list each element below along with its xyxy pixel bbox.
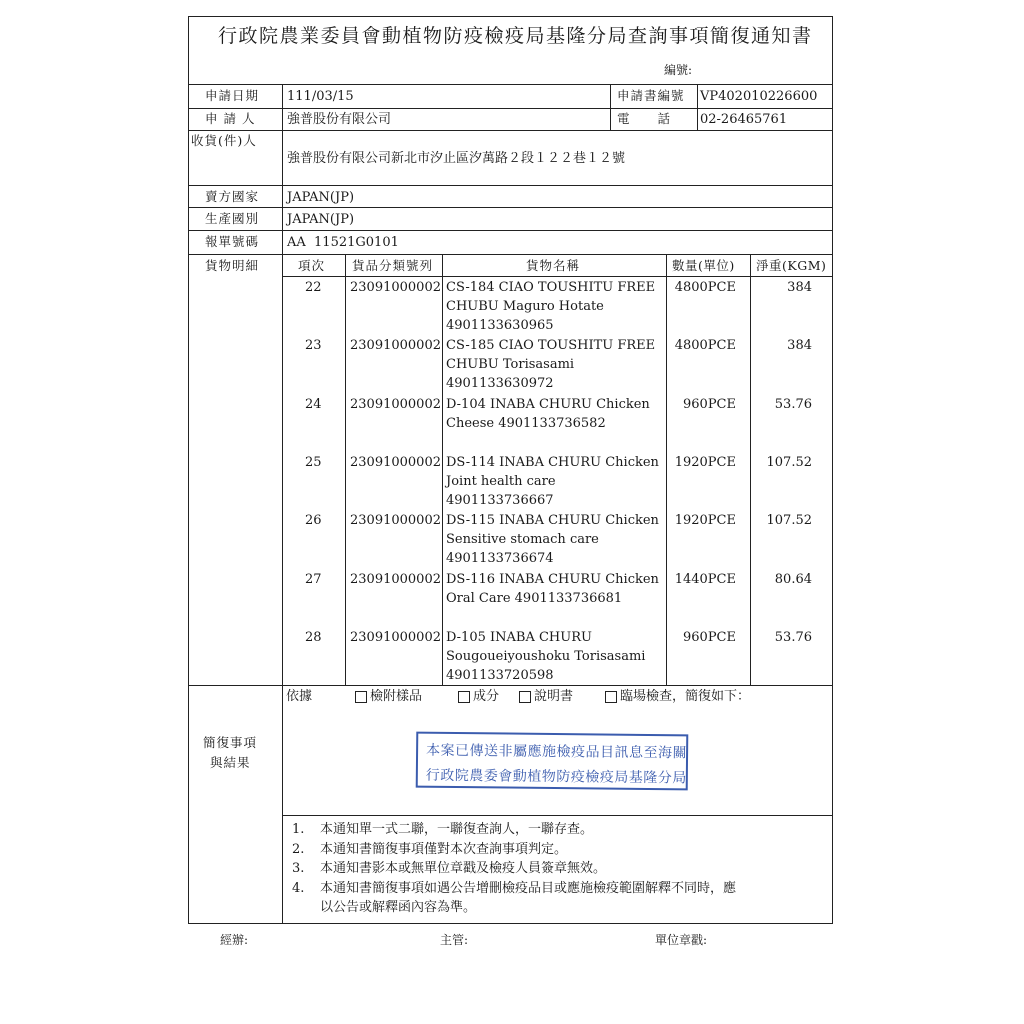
goods-description-line: Cheese 4901133736582 [446,416,606,431]
divider [666,254,667,685]
supervisor-label: 主管: [440,933,469,947]
consignee-value: 強普股份有限公司新北市汐止區汐萬路２段１２２巷１２號 [287,151,626,166]
goods-description [446,628,645,685]
header-weight: 淨重(KGM) [756,258,827,273]
goods-weight: 53.76 [774,397,812,412]
divider [610,84,611,130]
goods-description-line: CS-184 CIAO TOUSHITU FREE [446,280,656,295]
reply-section-label-2: 與結果 [210,755,251,770]
note-text: 本通知書簡復事項僅對本次查詢事項判定。 [320,842,568,857]
official-stamp [416,732,689,791]
goods-description-line: Joint health care [446,474,556,489]
note-number: 3. [292,861,305,876]
applicant-value: 強普股份有限公司 [287,112,392,127]
goods-quantity: 4800PCE [674,338,736,353]
goods-description-line: D-104 INABA CHURU Chicken [446,397,650,412]
goods-quantity: 960PCE [683,630,736,645]
apply-date-label: 申請日期 [205,88,260,103]
apply-date-value: 111/03/15 [287,89,354,104]
phone-label: 電 話 [617,111,672,126]
applicant-label: 申 請 人 [205,111,256,126]
origin-value: JAPAN(JP) [287,212,355,227]
goods-description-line: 4901133720598 [446,668,554,683]
manual-checkbox[interactable] [519,691,531,703]
goods-description-line: 4901133630965 [446,318,554,333]
goods-description-line: DS-115 INABA CHURU Chicken [446,513,659,528]
seller-country-value: JAPAN(JP) [287,190,355,205]
goods-description [446,511,659,568]
document-title: 行政院農業委員會動植物防疫檢疫局基隆分局查詢事項簡復通知書 [218,25,813,47]
manual-option: 說明書 [534,689,574,704]
divider [188,108,833,109]
goods-description-line: Sensitive stomach care [446,532,599,547]
goods-description-line: CS-185 CIAO TOUSHITU FREE [446,338,656,353]
ingredient-checkbox[interactable] [458,691,470,703]
goods-code: 23091000002 [350,513,441,528]
goods-description [446,278,655,335]
basis-label: 依據 [286,689,313,704]
goods-code: 23091000002 [350,572,441,587]
header-desc: 貨物名稱 [526,258,581,273]
goods-item-number: 26 [305,513,322,528]
note-text: 以公告或解釋函內容為準。 [320,900,477,915]
consignee-label: 收貨(件)人 [191,133,257,148]
goods-item-number: 25 [305,455,322,470]
goods-label: 貨物明細 [205,258,260,273]
phone-value: 02-26465761 [700,112,788,127]
goods-weight: 80.64 [774,572,812,587]
divider [188,230,833,231]
note-number: 4. [292,881,305,896]
goods-item-number: 28 [305,630,322,645]
goods-quantity: 1920PCE [674,513,736,528]
goods-weight: 53.76 [774,630,812,645]
divider [750,254,751,685]
goods-description-line: 4901133736667 [446,493,554,508]
ingredient-option: 成分 [473,689,500,704]
goods-code: 23091000002 [350,280,441,295]
apply-no-label: 申請書編號 [617,88,685,103]
goods-description-line: 4901133630972 [446,376,554,391]
divider [188,685,833,686]
divider [282,815,833,816]
goods-item-number: 24 [305,397,322,412]
inspection-option: 臨場檢查，簡復如下： [620,689,751,704]
goods-description-line: CHUBU Maguro Hotate [446,299,604,314]
goods-description-line: D-105 INABA CHURU [446,630,592,645]
goods-description [446,395,650,433]
header-qty: 數量(單位) [672,258,735,273]
declaration-label: 報單號碼 [205,234,260,249]
divider [188,254,833,255]
unit-seal-label: 單位章戳: [655,933,708,947]
goods-item-number: 23 [305,338,322,353]
goods-weight: 107.52 [766,513,812,528]
goods-code: 23091000002 [350,455,441,470]
goods-description [446,453,659,510]
divider [188,185,833,186]
sample-checkbox[interactable] [355,691,367,703]
sample-option: 檢附樣品 [370,689,423,704]
note-number: 1. [292,822,305,837]
divider [697,84,698,130]
goods-description [446,336,655,393]
goods-description-line: CHUBU Torisasami [446,357,575,372]
goods-weight: 384 [787,280,812,295]
origin-label: 生產國別 [205,211,260,226]
goods-code: 23091000002 [350,338,441,353]
divider [188,207,833,208]
header-item: 項次 [298,258,326,273]
goods-description-line: Oral Care 4901133736681 [446,591,623,606]
goods-description-line: DS-114 INABA CHURU Chicken [446,455,659,470]
goods-code: 23091000002 [350,630,441,645]
stamp-line-2: 行政院農委會動植物防疫檢疫局基隆分局 [425,767,687,787]
goods-description-line: DS-116 INABA CHURU Chicken [446,572,659,587]
divider [345,254,346,685]
number-label: 編號: [664,63,693,77]
header-code: 貨品分類號列 [352,258,434,273]
goods-weight: 384 [787,338,812,353]
goods-item-number: 22 [305,280,322,295]
goods-item-number: 27 [305,572,322,587]
note-number: 2. [292,842,305,857]
seller-country-label: 賣方國家 [205,189,260,204]
goods-weight: 107.52 [766,455,812,470]
goods-description-line: 4901133736674 [446,551,554,566]
divider [188,84,833,85]
goods-quantity: 4800PCE [674,280,736,295]
divider [282,84,283,924]
divider [442,254,443,685]
goods-description [446,570,659,608]
inspection-checkbox[interactable] [605,691,617,703]
apply-no-value: VP402010226600 [700,89,818,104]
handler-label: 經辦: [220,933,249,947]
reply-section-label: 簡復事項 [203,735,258,750]
goods-description-line: Sougoueiyoushoku Torisasami [446,649,646,664]
note-text: 本通知書簡復事項如遇公告增刪檢疫品目或應施檢疫範圍解釋不同時，應 [320,881,737,896]
stamp-line-1: 本案已傳送非屬應施檢疫品目訊息至海關 [426,742,688,762]
declaration-value: AA 11521G0101 [287,235,399,250]
note-text: 本通知單一式二聯，一聯復查詢人，一聯存查。 [320,822,594,837]
goods-code: 23091000002 [350,397,441,412]
goods-quantity: 1440PCE [674,572,736,587]
goods-quantity: 960PCE [683,397,736,412]
divider [188,130,833,131]
goods-quantity: 1920PCE [674,455,736,470]
note-text: 本通知書影本或無單位章戳及檢疫人員簽章無效。 [320,861,607,876]
